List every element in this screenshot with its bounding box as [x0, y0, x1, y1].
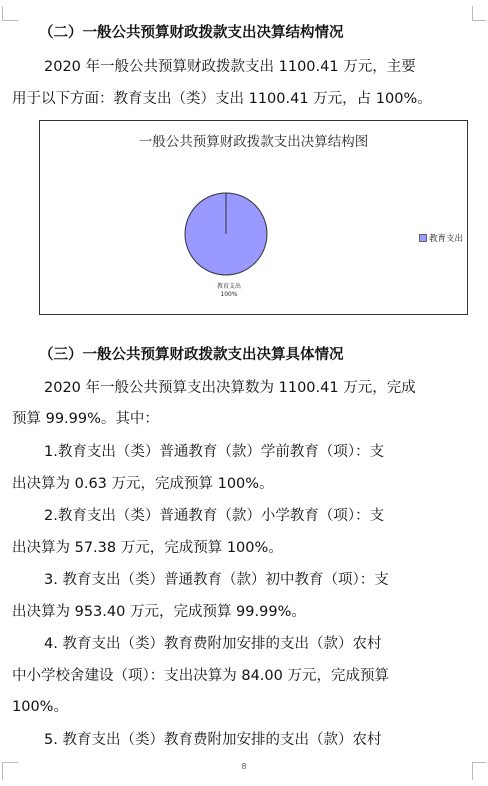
list-item-line: 2.教育支出（类）普通教育（款）小学教育（项）：支: [44, 508, 385, 524]
pie-chart: [39, 120, 468, 315]
list-item-line: 出决算为 57.38 万元，完成预算 100%。: [12, 540, 283, 556]
slice-category-label: 教育支出: [216, 283, 241, 290]
section3-heading: （三）一般公共预算财政拨款支出决算具体情况: [39, 347, 344, 363]
section2-paragraph-line: 2020 年一般公共预算财政拨款支出 1100.41 万元，主要: [44, 59, 416, 75]
crop-mark: [2, 20, 18, 21]
page-number: 8: [241, 762, 247, 771]
chart-title: 一般公共预算财政拨款支出决算结构图: [138, 134, 369, 150]
list-item-line: 1.教育支出（类）普通教育（款）学前教育（项）：支: [44, 444, 385, 460]
legend-label: 教育支出: [429, 234, 464, 244]
list-item-line: 4. 教育支出（类）教育费附加安排的支出（款）农村: [44, 636, 382, 652]
crop-mark: [472, 6, 473, 20]
list-item-line: 5. 教育支出（类）教育费附加安排的支出（款）农村: [44, 732, 382, 748]
list-item-line: 出决算为 953.40 万元，完成预算 99.99%。: [12, 604, 306, 620]
list-item-line: 中小学校舍建设（项）：支出决算为 84.00 万元，完成预算: [12, 668, 389, 684]
list-item-line: 出决算为 0.63 万元，完成预算 100%。: [12, 476, 274, 492]
slice-label: [209, 283, 249, 299]
crop-mark: [2, 6, 3, 20]
legend-swatch: [419, 234, 427, 242]
list-item-line: 100%。: [12, 699, 68, 715]
section3-paragraph-line: 2020 年一般公共预算支出决算数为 1100.41 万元，完成: [44, 380, 416, 396]
list-item-line: 3. 教育支出（类）普通教育（款）初中教育（项）：支: [44, 572, 389, 588]
section2-heading: （二）一般公共预算财政拨款支出决算结构情况: [39, 25, 344, 41]
section3-paragraph-line: 预算 99.99%。其中：: [12, 411, 159, 427]
chart-legend: [419, 232, 463, 244]
section2-paragraph-line: 用于以下方面：教育支出（类）支出 1100.41 万元，占 100%。: [12, 91, 432, 107]
slice-percent-label: 100%: [220, 291, 238, 298]
pie-chart-plot: [40, 121, 469, 316]
